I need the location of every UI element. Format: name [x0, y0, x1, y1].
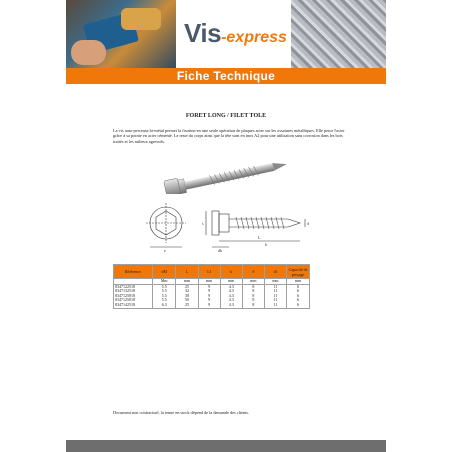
cell: 9: [198, 289, 220, 294]
cell: 11: [264, 294, 286, 299]
col-header: L: [176, 265, 198, 279]
cell: 11: [264, 289, 286, 294]
cell: 25: [176, 284, 198, 289]
col-header: Lf: [198, 265, 220, 279]
unit-cell: mm: [264, 279, 286, 285]
disclaimer-note: Document non contractuel, la tenue en stock dépend de la demande des clients.: [113, 410, 250, 415]
cell: 11: [264, 284, 286, 289]
cell: 6: [287, 284, 310, 289]
header: [66, 0, 386, 70]
cell: 8: [242, 289, 264, 294]
screw-photo: [160, 158, 292, 194]
cell: 9: [198, 298, 220, 303]
drill-tip: [272, 160, 287, 171]
cell: 11: [264, 298, 286, 303]
label-e: e: [164, 248, 166, 253]
cell: 9: [198, 294, 220, 299]
logo-main: Vis: [184, 18, 222, 48]
header-photo-tools: [66, 0, 176, 70]
logo-sub: -express: [221, 29, 287, 46]
cell: 9: [198, 284, 220, 289]
cell: 5.5: [153, 294, 176, 299]
cell: 6: [287, 303, 310, 308]
cell: 5.5: [153, 284, 176, 289]
footer-bar: [66, 440, 386, 452]
unit-cell: mm: [220, 279, 242, 285]
cell: 25: [176, 303, 198, 308]
cell: 50: [176, 298, 198, 303]
cell: 6.3: [153, 303, 176, 308]
cell: 8347125818: [114, 294, 153, 299]
cell: 8: [242, 298, 264, 303]
cell: 4.3: [220, 294, 242, 299]
col-header: k: [220, 265, 242, 279]
cell: 38: [176, 294, 198, 299]
cell: 5.5: [153, 298, 176, 303]
cell: 8347132518: [114, 289, 153, 294]
cell: 5.5: [153, 289, 176, 294]
side-tip: [288, 219, 300, 227]
label-d: d: [307, 221, 309, 226]
label-b: b: [265, 242, 267, 247]
banner: [66, 68, 386, 84]
spec-table: [113, 264, 310, 309]
header-photo-screws: [291, 0, 386, 70]
cell: 11: [264, 303, 286, 308]
label-s: s: [202, 221, 204, 226]
cell: 8: [242, 303, 264, 308]
product-description: La vis auto-perceuse bi-métal permet la fixation en une seule opération de plaques acier sur les ossatures métalliques. Elle perce l'acier grâce à sa pointe en acier cémenté. Le reste du corps ainsi que la tête sont en inox A2 pour une utilisation sans corrosion dans les bois traités et les milieux agressifs.: [113, 128, 345, 144]
col-header: Référence: [114, 265, 153, 279]
cell: 8: [242, 294, 264, 299]
unit-cell: mm: [242, 279, 264, 285]
cell: 9: [198, 303, 220, 308]
cell: 4.3: [220, 298, 242, 303]
cell: 4.3: [220, 289, 242, 294]
cell: 8347142518: [114, 303, 153, 308]
cell: 32: [176, 289, 198, 294]
cell: 8347122518: [114, 284, 153, 289]
cell: 8: [242, 284, 264, 289]
unit-cell: Mm: [153, 279, 176, 285]
col-header: Capacité de perçage: [287, 265, 310, 279]
cell: 6: [287, 298, 310, 303]
banner-title: Fiche Technique: [176, 69, 276, 83]
cell: 6: [287, 289, 310, 294]
cell: 8347125018: [114, 298, 153, 303]
label-dk: dk: [218, 248, 222, 253]
unit-cell: mm: [176, 279, 198, 285]
hand-shape: [71, 40, 106, 65]
col-header: S: [242, 265, 264, 279]
cell: 6: [287, 294, 310, 299]
side-washer: [212, 211, 219, 235]
side-head: [219, 214, 229, 232]
label-L: L: [258, 235, 261, 240]
logo: [184, 18, 294, 52]
table-header-row: [114, 265, 310, 279]
table-row: [114, 303, 310, 308]
screw-shank: [184, 163, 274, 190]
tool-shape: [121, 8, 161, 30]
col-header: dM: [153, 265, 176, 279]
col-header: d1: [264, 265, 286, 279]
unit-cell: mm: [287, 279, 310, 285]
cell: 4.3: [220, 284, 242, 289]
cell: 4.3: [220, 303, 242, 308]
technical-drawing: [140, 197, 315, 255]
unit-cell: mm: [198, 279, 220, 285]
product-title: FORET LONG / FILET TOLE: [185, 113, 267, 119]
